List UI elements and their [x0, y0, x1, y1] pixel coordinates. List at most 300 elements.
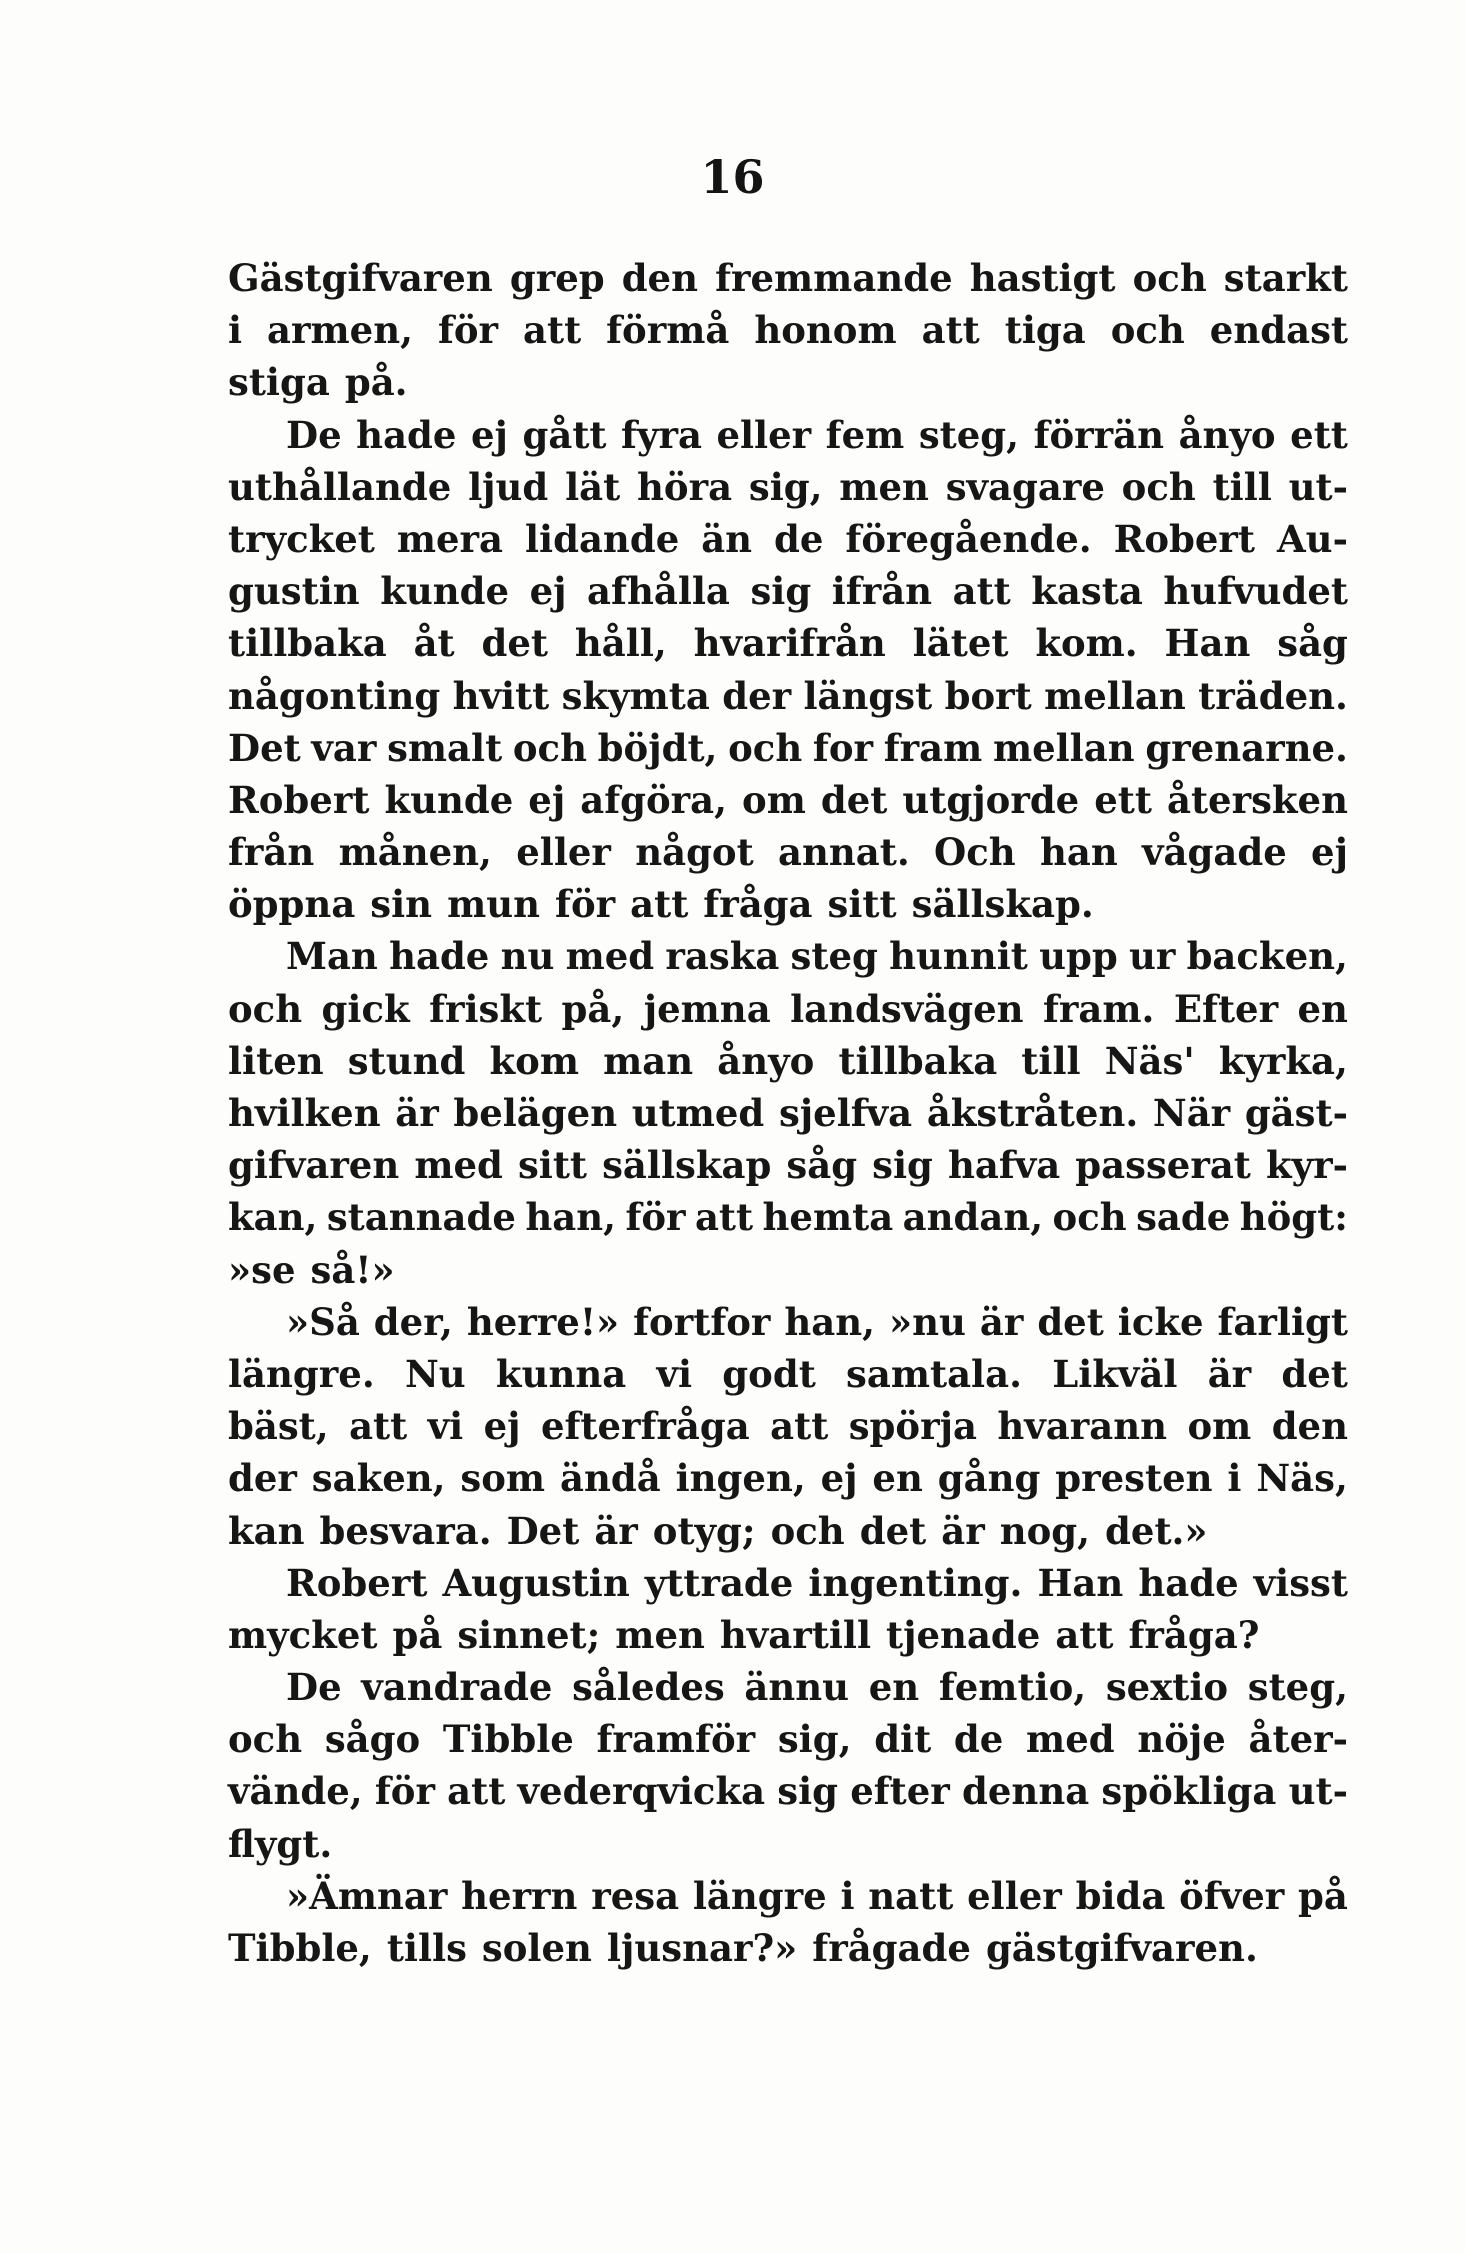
- word: »se: [228, 1247, 296, 1292]
- word: och: [512, 725, 587, 770]
- word: upp: [1039, 934, 1118, 979]
- word: ej: [820, 1456, 858, 1501]
- word: han: [1039, 830, 1118, 875]
- word: mera: [396, 516, 504, 561]
- text-line: [228, 930, 1348, 982]
- word: men: [839, 464, 929, 509]
- word: efter: [850, 1769, 950, 1814]
- word: Au-: [1276, 516, 1348, 561]
- word: der,: [373, 1299, 453, 1344]
- text-line: [228, 1870, 1348, 1922]
- word: godt: [722, 1351, 816, 1396]
- word: det: [859, 1508, 927, 1553]
- word: ifrån: [831, 569, 933, 614]
- word: den: [1271, 1404, 1348, 1449]
- word: för: [374, 1769, 435, 1814]
- word: föregående.: [845, 516, 1092, 561]
- word: och: [770, 1508, 845, 1553]
- text-line: [228, 513, 1348, 565]
- word: vandrade: [361, 1665, 553, 1710]
- word: sig: [750, 569, 812, 614]
- word: steg,: [918, 412, 1020, 457]
- word: om: [742, 777, 806, 822]
- text-line: [228, 826, 1348, 878]
- word: skymta: [561, 673, 710, 718]
- word: sig,: [748, 464, 823, 509]
- word: fråga: [703, 882, 813, 927]
- word: åter-: [1248, 1717, 1348, 1762]
- word: något: [635, 830, 754, 875]
- word: och: [1052, 1195, 1127, 1240]
- word: således: [572, 1665, 725, 1710]
- word: kom.: [1035, 621, 1138, 666]
- word: ej: [471, 412, 508, 457]
- word: att: [694, 1195, 754, 1240]
- word: hastigt: [969, 256, 1116, 300]
- word: på: [392, 1612, 443, 1657]
- word: kom: [489, 1038, 579, 1083]
- word: Och: [934, 830, 1016, 875]
- word: om: [1187, 1404, 1252, 1449]
- word: sin: [370, 882, 433, 927]
- word: ej: [483, 1404, 521, 1449]
- word: nog,: [999, 1508, 1091, 1553]
- word: grenarne.: [1145, 725, 1348, 770]
- word: gustin: [228, 569, 360, 614]
- word: honom: [754, 308, 897, 353]
- word: ej: [1311, 830, 1348, 875]
- word: femtio,: [938, 1665, 1087, 1710]
- word: en: [872, 1456, 923, 1501]
- word: landsvägen: [790, 986, 1024, 1031]
- word: men: [615, 1612, 705, 1657]
- word: efterfråga: [540, 1404, 750, 1449]
- text-line: [228, 356, 1348, 408]
- word: hade: [1138, 1560, 1239, 1605]
- word: Robert: [228, 777, 370, 822]
- word: De: [286, 1665, 342, 1710]
- word: det.»: [1105, 1508, 1208, 1553]
- word: någonting: [228, 673, 441, 718]
- word: samtala.: [846, 1351, 1022, 1396]
- word: tills: [386, 1926, 467, 1970]
- word: det: [481, 621, 549, 666]
- word: att: [523, 308, 582, 353]
- word: belägen: [453, 1091, 618, 1135]
- word: sig: [872, 1143, 933, 1188]
- word: mun: [447, 882, 541, 927]
- word: passerat: [1075, 1143, 1251, 1188]
- text-line: [228, 983, 1348, 1035]
- word: är: [1207, 1351, 1252, 1396]
- word: uthållande: [228, 464, 452, 509]
- word: för: [625, 1195, 686, 1240]
- word: sig: [777, 1769, 839, 1814]
- word: månen,: [338, 830, 492, 875]
- word: stund: [347, 1038, 466, 1083]
- word: flygt.: [228, 1821, 333, 1866]
- text-line: [228, 1765, 1348, 1817]
- word: spökliga: [1101, 1769, 1277, 1814]
- word: sitt: [517, 1143, 588, 1188]
- word: och: [1121, 464, 1196, 509]
- word: hvilken: [228, 1091, 381, 1135]
- word: förrän: [1033, 412, 1165, 457]
- word: sextio: [1105, 1665, 1229, 1710]
- word: De: [286, 412, 342, 457]
- word: det: [1037, 1299, 1104, 1344]
- word: att: [770, 1404, 829, 1449]
- word: och: [1132, 256, 1207, 300]
- word: nu: [500, 934, 555, 979]
- word: bida: [1075, 1873, 1166, 1918]
- word: svagare: [945, 464, 1105, 509]
- word: i: [840, 1873, 855, 1918]
- word: lätet: [912, 621, 1009, 666]
- text-line: [228, 409, 1348, 461]
- word: vågade: [1142, 830, 1287, 875]
- word: hemta: [762, 1195, 894, 1240]
- word: mellan: [992, 725, 1135, 770]
- word: icke: [1117, 1299, 1204, 1344]
- word: der: [722, 673, 792, 718]
- word: ett: [1290, 412, 1348, 457]
- word: solen: [481, 1926, 592, 1970]
- word: ut-: [1288, 1769, 1348, 1814]
- word: eller: [716, 412, 812, 457]
- word: utmed: [631, 1091, 765, 1135]
- word: vederqvicka: [517, 1769, 766, 1814]
- text-line: [228, 617, 1348, 669]
- word: denna: [962, 1769, 1090, 1814]
- word: afhålla: [587, 569, 730, 614]
- word: hunnit: [889, 934, 1028, 979]
- word: vände,: [228, 1769, 363, 1814]
- word: tiga: [1004, 308, 1086, 353]
- word: att: [447, 1769, 506, 1814]
- word: ingen,: [675, 1456, 806, 1501]
- word: yttrade: [644, 1560, 794, 1605]
- word: Det: [228, 725, 301, 770]
- word: kunna: [495, 1351, 627, 1396]
- text-line: [228, 1661, 1348, 1713]
- text-line: [228, 1922, 1348, 1974]
- word: att: [349, 1404, 408, 1449]
- word: hade: [356, 412, 457, 457]
- word: med: [1026, 1717, 1115, 1762]
- word: andan,: [902, 1195, 1044, 1240]
- word: så!»: [310, 1247, 395, 1292]
- text-line: [228, 774, 1348, 826]
- word: i: [228, 308, 243, 353]
- word: en: [1297, 986, 1348, 1031]
- word: Tibble: [442, 1717, 574, 1762]
- word: att: [921, 308, 980, 353]
- word: spörja: [848, 1404, 977, 1449]
- word: herrn: [461, 1873, 578, 1918]
- word: »Ämnar: [286, 1873, 448, 1918]
- word: de: [774, 516, 824, 561]
- word: fortfor: [633, 1299, 771, 1344]
- word: längre.: [228, 1351, 375, 1396]
- word: höra: [637, 464, 733, 509]
- word: och: [228, 1717, 303, 1762]
- word: »Så: [286, 1299, 360, 1344]
- word: åt: [413, 621, 455, 666]
- word: steg: [790, 934, 878, 979]
- word: lidande: [524, 516, 680, 561]
- word: som: [460, 1456, 546, 1501]
- word: ett: [1094, 777, 1152, 822]
- text-line: [228, 1505, 1348, 1557]
- word: ljud: [468, 464, 549, 509]
- word: Näs': [1104, 1038, 1195, 1083]
- word: Det: [506, 1508, 580, 1553]
- word: nöje: [1137, 1717, 1226, 1762]
- word: kyrka,: [1218, 1038, 1348, 1083]
- word: stiga: [228, 360, 330, 405]
- word: för: [555, 882, 616, 927]
- word: steg,: [1247, 1665, 1348, 1710]
- word: gått: [522, 412, 607, 457]
- word: sjelfva: [778, 1091, 913, 1135]
- word: att: [1055, 1612, 1114, 1657]
- word: eller: [967, 1873, 1062, 1918]
- word: mycket: [228, 1612, 378, 1657]
- text-line: [228, 1348, 1348, 1400]
- word: bäst,: [228, 1404, 329, 1449]
- word: natt: [868, 1873, 954, 1918]
- word: frågade: [812, 1926, 971, 1970]
- word: kan: [228, 1508, 305, 1553]
- word: Augustin: [442, 1560, 630, 1605]
- word: afgöra,: [580, 777, 728, 822]
- text-line: [228, 1191, 1348, 1243]
- word: på,: [561, 986, 625, 1031]
- word: träden.: [1198, 673, 1348, 718]
- word: mellan: [1044, 673, 1186, 718]
- word: otyg;: [652, 1508, 756, 1553]
- word: kunde: [380, 569, 510, 614]
- word: farligt: [1217, 1299, 1348, 1344]
- word: fem: [825, 412, 905, 457]
- word: Nu: [404, 1351, 466, 1396]
- word: hufvudet: [1163, 569, 1348, 614]
- body-text: [228, 252, 1348, 1974]
- word: Likväl: [1052, 1351, 1178, 1396]
- word: att: [952, 569, 1011, 614]
- word: vi: [656, 1351, 693, 1396]
- word: sitt: [827, 882, 897, 927]
- word: gäst-: [1244, 1091, 1348, 1135]
- word: sinnet;: [457, 1612, 601, 1657]
- word: längst: [803, 673, 933, 718]
- text-line: [228, 1087, 1348, 1139]
- word: hafva: [947, 1143, 1061, 1188]
- word: ånyo: [1178, 412, 1276, 457]
- word: sällskap.: [911, 882, 1094, 927]
- text-line: [228, 304, 1348, 356]
- word: öfver: [1179, 1873, 1285, 1918]
- word: fram: [883, 725, 983, 770]
- text-line: [228, 1609, 1348, 1661]
- text-line: [228, 1035, 1348, 1087]
- word: och: [228, 986, 303, 1031]
- word: dit: [874, 1717, 932, 1762]
- text-line: [228, 1557, 1348, 1609]
- word: presten: [1055, 1456, 1213, 1501]
- word: är: [594, 1508, 638, 1553]
- word: förmå: [606, 308, 730, 353]
- word: hvarifrån: [693, 621, 886, 666]
- word: fyra: [621, 412, 702, 457]
- word: hvitt: [452, 673, 550, 718]
- word: herre!»: [466, 1299, 620, 1344]
- word: smalt: [387, 725, 503, 770]
- text-line: [228, 461, 1348, 513]
- word: han,: [784, 1299, 876, 1344]
- word: längre: [692, 1873, 827, 1918]
- word: för: [437, 308, 499, 353]
- word: resa: [591, 1873, 680, 1918]
- word: raska: [665, 934, 780, 979]
- word: sade: [1136, 1195, 1231, 1240]
- word: Gästgifvaren: [228, 256, 493, 300]
- word: med: [565, 934, 655, 979]
- word: är: [979, 1299, 1024, 1344]
- text-line: [228, 565, 1348, 617]
- word: till: [1212, 464, 1272, 509]
- word: öppna: [228, 882, 356, 927]
- text-line: [228, 1452, 1348, 1504]
- word: gifvaren: [228, 1143, 400, 1188]
- word: och: [728, 725, 803, 770]
- word: endast: [1209, 308, 1348, 353]
- word: trycket: [228, 516, 375, 561]
- word: med: [414, 1143, 503, 1188]
- word: hvartill: [719, 1612, 872, 1657]
- text-line: [228, 1713, 1348, 1765]
- word: var: [311, 725, 377, 770]
- word: Efter: [1173, 986, 1279, 1031]
- word: hade: [389, 934, 490, 979]
- word: åkstråten.: [926, 1091, 1139, 1135]
- word: sågo: [324, 1717, 421, 1762]
- text-line: [228, 1244, 1348, 1296]
- word: ändå: [559, 1456, 661, 1501]
- text-line: [228, 1296, 1348, 1348]
- word: ut-: [1288, 464, 1348, 509]
- word: i: [1227, 1456, 1242, 1501]
- text-line: [228, 252, 1348, 304]
- text-line: [228, 1400, 1348, 1452]
- word: grep: [509, 256, 605, 300]
- word: tillbaka: [228, 621, 387, 666]
- word: gästgifvaren.: [985, 1926, 1258, 1970]
- word: från: [228, 830, 315, 875]
- word: ej: [529, 569, 567, 614]
- word: vi: [427, 1404, 464, 1449]
- word: friskt: [429, 986, 543, 1031]
- word: stannade: [326, 1195, 516, 1240]
- word: ingenting.: [808, 1560, 1023, 1605]
- word: gång: [937, 1456, 1041, 1501]
- word: fram.: [1042, 986, 1155, 1031]
- word: fremmande: [715, 256, 953, 300]
- word: att: [630, 882, 689, 927]
- word: de: [953, 1717, 1004, 1762]
- word: såg: [1277, 621, 1348, 666]
- page-number: 16: [700, 150, 765, 204]
- word: annat.: [777, 830, 910, 875]
- word: Han: [1164, 621, 1251, 666]
- word: ännu: [744, 1665, 850, 1710]
- word: ånyo: [717, 1038, 815, 1083]
- text-line: [228, 722, 1348, 774]
- word: kunde: [384, 777, 514, 822]
- word: på.: [344, 360, 408, 405]
- word: kyr-: [1265, 1143, 1348, 1188]
- text-line: [228, 1139, 1348, 1191]
- word: Tibble,: [228, 1926, 372, 1970]
- word: starkt: [1223, 256, 1348, 300]
- word: Robert: [1113, 516, 1256, 561]
- word: framför: [596, 1717, 756, 1762]
- word: sällskap: [602, 1143, 772, 1188]
- word: det: [1281, 1351, 1348, 1396]
- word: armen,: [267, 308, 413, 353]
- word: är: [395, 1091, 439, 1135]
- word: »nu: [889, 1299, 966, 1344]
- word: Han: [1037, 1560, 1124, 1605]
- word: är: [941, 1508, 985, 1553]
- word: och: [1110, 308, 1185, 353]
- word: än: [701, 516, 753, 561]
- word: for: [812, 725, 874, 770]
- word: den: [621, 256, 698, 300]
- word: han,: [525, 1195, 617, 1240]
- word: Man: [286, 934, 378, 979]
- word: Näs,: [1256, 1456, 1348, 1501]
- word: man: [603, 1038, 694, 1083]
- word: håll,: [574, 621, 667, 666]
- word: kasta: [1031, 569, 1143, 614]
- word: till: [1021, 1038, 1081, 1083]
- word: det: [820, 777, 888, 822]
- word: saken,: [311, 1456, 446, 1501]
- word: bort: [944, 673, 1032, 718]
- word: liten: [228, 1038, 324, 1083]
- word: gick: [321, 986, 410, 1031]
- word: der: [228, 1456, 297, 1501]
- word: på: [1298, 1873, 1348, 1918]
- word: hvarann: [997, 1404, 1168, 1449]
- word: utgjorde: [902, 777, 1080, 822]
- word: såg: [786, 1143, 858, 1188]
- word: eller: [516, 830, 611, 875]
- word: sig,: [777, 1717, 852, 1762]
- word: böjdt,: [597, 725, 718, 770]
- word: fråga?: [1128, 1612, 1260, 1657]
- word: återsken: [1166, 777, 1348, 822]
- word: backen,: [1186, 934, 1348, 979]
- word: lät: [565, 464, 621, 509]
- word: en: [868, 1665, 920, 1710]
- word: högt:: [1239, 1195, 1348, 1240]
- word: Robert: [286, 1560, 428, 1605]
- word: När: [1152, 1091, 1231, 1135]
- word: jemna: [643, 986, 771, 1031]
